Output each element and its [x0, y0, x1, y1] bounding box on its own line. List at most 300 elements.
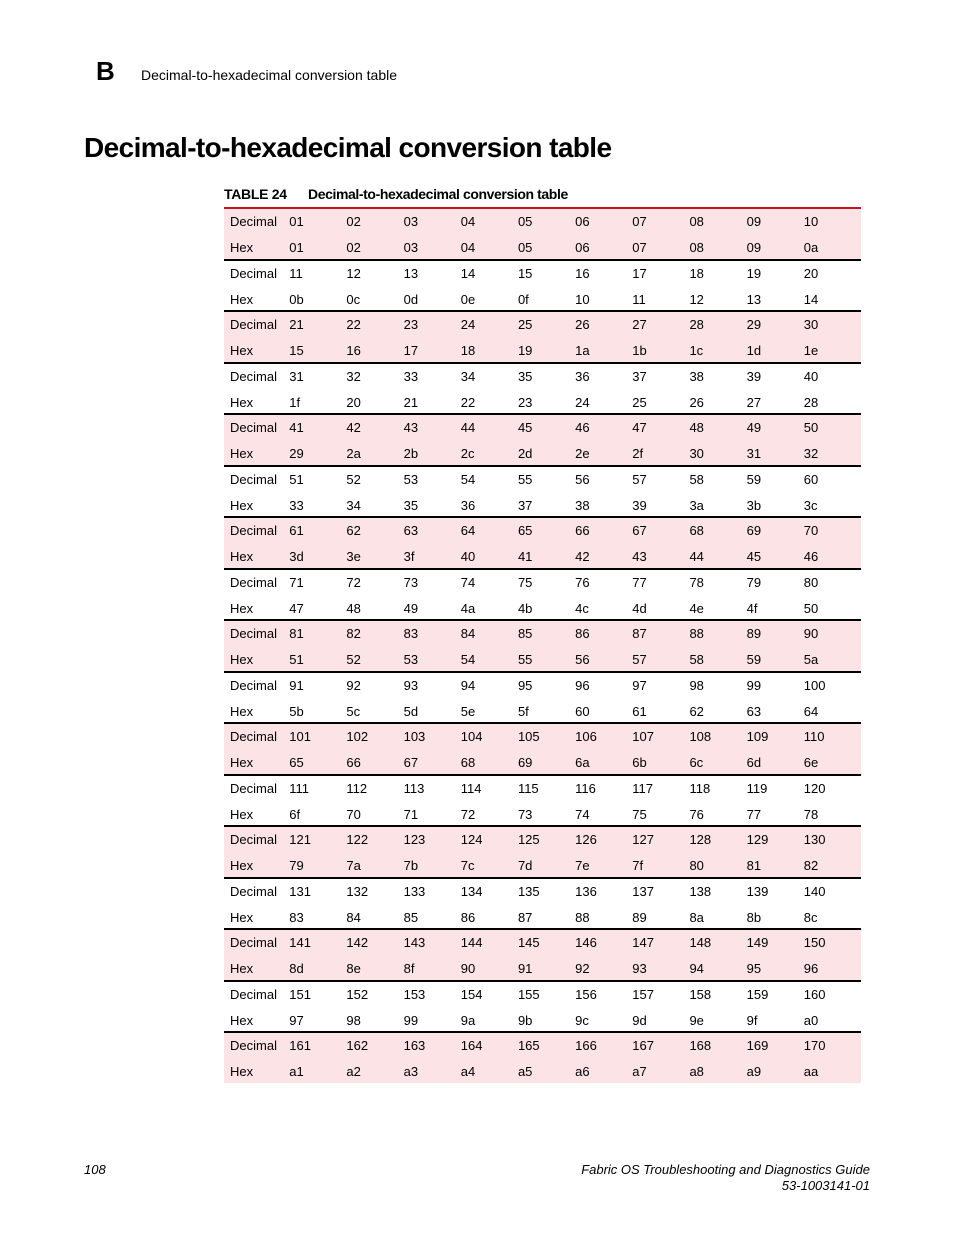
decimal-cell: 88	[689, 626, 704, 642]
decimal-cell: 78	[689, 574, 704, 590]
decimal-cell: 112	[346, 780, 368, 796]
table-group	[224, 570, 861, 622]
hex-cell: 8f	[403, 961, 415, 977]
hex-row	[224, 389, 861, 415]
hex-cell: 26	[689, 394, 704, 410]
decimal-row	[224, 1033, 861, 1059]
decimal-cell: 137	[632, 883, 654, 899]
decimal-cell: 47	[632, 420, 647, 436]
decimal-cell: 01	[289, 214, 304, 230]
hex-cell: 9b	[517, 1012, 533, 1028]
hex-cell: 68	[460, 755, 476, 771]
hex-cell: 45	[746, 549, 762, 565]
decimal-cell: 72	[346, 574, 361, 590]
decimal-cell: 128	[689, 832, 712, 848]
hex-cell: 2c	[460, 446, 475, 462]
row-label: Decimal	[230, 317, 277, 333]
decimal-cell: 38	[689, 368, 704, 384]
hex-cell: 44	[689, 549, 704, 565]
decimal-cell: 74	[460, 574, 476, 590]
decimal-cell: 10	[803, 214, 819, 230]
hex-cell: 57	[632, 652, 647, 668]
hex-cell: 93	[632, 961, 647, 977]
hex-cell: 7a	[346, 858, 361, 874]
decimal-cell: 149	[746, 935, 769, 951]
hex-cell: 51	[289, 652, 304, 668]
decimal-cell: 79	[746, 574, 762, 590]
decimal-cell: 12	[346, 265, 361, 281]
hex-cell: 71	[403, 806, 419, 822]
hex-cell: 5c	[346, 703, 361, 719]
hex-cell: 1b	[632, 343, 647, 359]
decimal-cell: 148	[689, 935, 712, 951]
hex-cell: 84	[346, 909, 361, 925]
row-label: Decimal	[230, 1038, 277, 1054]
decimal-cell: 17	[632, 265, 647, 281]
row-label: Decimal	[230, 471, 277, 487]
table-group	[224, 467, 861, 519]
hex-cell: 83	[289, 909, 304, 925]
hex-cell: a7	[632, 1064, 647, 1080]
hex-cell: 62	[689, 703, 704, 719]
hex-cell: 99	[403, 1012, 419, 1028]
hex-cell: 58	[689, 652, 704, 668]
footer-doc-number: 53-1003141-01	[781, 1178, 870, 1193]
hex-cell: 97	[289, 1012, 304, 1028]
decimal-cell: 124	[460, 832, 483, 848]
decimal-cell: 141	[289, 935, 311, 951]
decimal-cell: 103	[403, 729, 426, 745]
decimal-cell: 80	[803, 574, 819, 590]
row-label: Decimal	[230, 780, 277, 796]
decimal-cell: 56	[575, 471, 590, 487]
decimal-cell: 32	[346, 368, 361, 384]
row-label: Hex	[230, 291, 254, 307]
hex-cell: 42	[575, 549, 590, 565]
hex-row	[224, 801, 861, 827]
decimal-cell: 33	[403, 368, 419, 384]
row-label: Decimal	[230, 214, 277, 230]
hex-cell: 8a	[689, 909, 704, 925]
decimal-cell: 110	[803, 729, 825, 745]
hex-cell: 98	[346, 1012, 361, 1028]
decimal-cell: 163	[403, 1038, 426, 1054]
hex-cell: 1a	[575, 343, 590, 359]
hex-row	[224, 750, 861, 776]
hex-cell: 94	[689, 961, 704, 977]
hex-cell: a4	[460, 1064, 476, 1080]
row-label: Hex	[230, 343, 254, 359]
hex-cell: 90	[460, 961, 476, 977]
hex-cell: 64	[803, 703, 819, 719]
decimal-cell: 61	[289, 523, 304, 539]
hex-cell: 88	[575, 909, 590, 925]
decimal-cell: 28	[689, 317, 704, 333]
decimal-cell: 13	[403, 265, 419, 281]
decimal-cell: 109	[746, 729, 769, 745]
row-label: Decimal	[230, 677, 277, 693]
hex-cell: 16	[346, 343, 361, 359]
decimal-cell: 153	[403, 986, 426, 1002]
hex-cell: 2d	[517, 446, 533, 462]
hex-cell: 0e	[460, 291, 476, 307]
decimal-cell: 77	[632, 574, 647, 590]
decimal-cell: 122	[346, 832, 369, 848]
hex-cell: 8b	[746, 909, 762, 925]
decimal-cell: 62	[346, 523, 361, 539]
row-label: Decimal	[230, 574, 277, 590]
hex-cell: 82	[803, 858, 819, 874]
hex-cell: a8	[689, 1064, 704, 1080]
row-label: Hex	[230, 652, 254, 668]
decimal-row	[224, 261, 861, 287]
table-group	[224, 415, 861, 467]
decimal-cell: 117	[632, 780, 654, 796]
decimal-cell: 26	[575, 317, 590, 333]
hex-cell: 27	[746, 394, 762, 410]
hex-row	[224, 595, 861, 621]
hex-row	[224, 853, 861, 879]
hex-cell: a3	[403, 1064, 419, 1080]
hex-cell: 18	[460, 343, 476, 359]
hex-cell: 56	[575, 652, 590, 668]
hex-cell: 63	[746, 703, 762, 719]
decimal-cell: 169	[746, 1038, 769, 1054]
decimal-cell: 69	[746, 523, 762, 539]
decimal-cell: 35	[517, 368, 533, 384]
decimal-cell: 81	[289, 626, 304, 642]
decimal-row	[224, 518, 861, 544]
table-group	[224, 364, 861, 416]
hex-cell: 1c	[689, 343, 704, 359]
decimal-cell: 49	[746, 420, 762, 436]
hex-cell: 0c	[346, 291, 361, 307]
table-group	[224, 518, 861, 570]
hex-cell: 11	[632, 291, 646, 307]
hex-cell: 91	[517, 961, 533, 977]
hex-cell: 6b	[632, 755, 647, 771]
decimal-cell: 51	[289, 471, 304, 487]
decimal-cell: 07	[632, 214, 647, 230]
hex-cell: 6e	[803, 755, 819, 771]
hex-cell: 24	[575, 394, 590, 410]
hex-cell: 69	[517, 755, 533, 771]
decimal-cell: 156	[575, 986, 597, 1002]
table-group	[224, 930, 861, 982]
hex-cell: a0	[803, 1012, 819, 1028]
decimal-cell: 31	[289, 368, 304, 384]
hex-cell: 7d	[517, 858, 533, 874]
hex-cell: 4d	[632, 600, 647, 616]
hex-cell: 46	[803, 549, 819, 565]
decimal-cell: 119	[746, 780, 768, 796]
decimal-cell: 11	[289, 265, 303, 281]
decimal-cell: 127	[632, 832, 654, 848]
hex-cell: 34	[346, 497, 361, 513]
hex-cell: 22	[460, 394, 476, 410]
hex-cell: 12	[689, 291, 704, 307]
row-label: Decimal	[230, 832, 277, 848]
row-label: Hex	[230, 497, 254, 513]
hex-cell: 36	[460, 497, 476, 513]
decimal-cell: 92	[346, 677, 361, 693]
decimal-cell: 34	[460, 368, 476, 384]
hex-cell: 50	[803, 600, 819, 616]
row-label: Decimal	[230, 883, 277, 899]
hex-cell: 10	[575, 291, 590, 307]
decimal-cell: 23	[403, 317, 419, 333]
decimal-cell: 146	[575, 935, 597, 951]
decimal-cell: 20	[803, 265, 819, 281]
decimal-cell: 94	[460, 677, 476, 693]
hex-cell: 0b	[289, 291, 304, 307]
hex-cell: 15	[289, 343, 304, 359]
decimal-cell: 164	[460, 1038, 483, 1054]
row-label: Hex	[230, 703, 254, 719]
hex-cell: 87	[517, 909, 533, 925]
decimal-cell: 27	[632, 317, 647, 333]
decimal-cell: 100	[803, 677, 826, 693]
hex-cell: 55	[517, 652, 533, 668]
row-label: Hex	[230, 394, 254, 410]
decimal-cell: 67	[632, 523, 647, 539]
decimal-cell: 58	[689, 471, 704, 487]
hex-cell: 5b	[289, 703, 304, 719]
hex-cell: 35	[403, 497, 419, 513]
decimal-row	[224, 467, 861, 493]
hex-cell: 25	[632, 394, 647, 410]
decimal-cell: 84	[460, 626, 476, 642]
hex-cell: 13	[746, 291, 762, 307]
hex-cell: a1	[289, 1064, 304, 1080]
hex-row	[224, 544, 861, 570]
hex-cell: 49	[403, 600, 419, 616]
decimal-cell: 71	[289, 574, 304, 590]
decimal-cell: 165	[517, 1038, 540, 1054]
decimal-cell: 04	[460, 214, 476, 230]
hex-cell: 4e	[689, 600, 704, 616]
decimal-cell: 123	[403, 832, 426, 848]
hex-cell: 5d	[403, 703, 419, 719]
decimal-cell: 166	[575, 1038, 597, 1054]
hex-cell: 30	[689, 446, 704, 462]
row-label: Hex	[230, 240, 254, 256]
decimal-cell: 86	[575, 626, 590, 642]
decimal-cell: 111	[289, 780, 310, 796]
decimal-cell: 118	[689, 780, 711, 796]
table-caption-text: Decimal-to-hexadecimal conversion table	[308, 186, 568, 202]
decimal-row	[224, 827, 861, 853]
row-label: Hex	[230, 858, 254, 874]
table-caption	[224, 185, 568, 203]
decimal-cell: 147	[632, 935, 654, 951]
decimal-cell: 155	[517, 986, 540, 1002]
hex-cell: 19	[517, 343, 533, 359]
decimal-cell: 134	[460, 883, 483, 899]
row-label: Hex	[230, 1064, 254, 1080]
decimal-cell: 139	[746, 883, 769, 899]
hex-cell: 5a	[803, 652, 819, 668]
hex-cell: 5f	[517, 703, 529, 719]
hex-cell: 92	[575, 961, 590, 977]
hex-cell: 0d	[403, 291, 419, 307]
hex-cell: 39	[632, 497, 647, 513]
decimal-cell: 48	[689, 420, 704, 436]
hex-cell: 72	[460, 806, 476, 822]
hex-cell: 29	[289, 446, 304, 462]
hex-cell: 6a	[575, 755, 590, 771]
decimal-cell: 66	[575, 523, 590, 539]
decimal-cell: 133	[403, 883, 426, 899]
decimal-cell: 42	[346, 420, 361, 436]
hex-cell: 4c	[575, 600, 589, 616]
decimal-cell: 90	[803, 626, 819, 642]
decimal-cell: 22	[346, 317, 361, 333]
hex-cell: 09	[746, 240, 762, 256]
hex-cell: 14	[803, 291, 819, 307]
hex-row	[224, 441, 861, 467]
table-group	[224, 673, 861, 725]
hex-cell: 2b	[403, 446, 419, 462]
hex-cell: 28	[803, 394, 819, 410]
hex-cell: 31	[746, 446, 762, 462]
hex-cell: 41	[517, 549, 533, 565]
row-label: Hex	[230, 549, 254, 565]
hex-cell: 3d	[289, 549, 304, 565]
decimal-row	[224, 209, 861, 235]
decimal-row	[224, 982, 861, 1008]
hex-cell: 4f	[746, 600, 758, 616]
decimal-cell: 60	[803, 471, 819, 487]
decimal-cell: 16	[575, 265, 590, 281]
hex-cell: 6c	[689, 755, 704, 771]
hex-cell: 21	[403, 394, 419, 410]
hex-cell: 6f	[289, 806, 301, 822]
decimal-cell: 120	[803, 780, 826, 796]
hex-cell: 95	[746, 961, 762, 977]
hex-cell: 80	[689, 858, 704, 874]
decimal-cell: 102	[346, 729, 369, 745]
hex-cell: 3a	[689, 497, 704, 513]
hex-cell: 60	[575, 703, 590, 719]
decimal-cell: 54	[460, 471, 476, 487]
decimal-cell: 104	[460, 729, 483, 745]
decimal-cell: 160	[803, 986, 826, 1002]
hex-cell: 02	[346, 240, 361, 256]
row-label: Decimal	[230, 986, 277, 1002]
hex-cell: 43	[632, 549, 647, 565]
page-number: 108	[84, 1162, 106, 1177]
decimal-cell: 135	[517, 883, 540, 899]
decimal-cell: 144	[460, 935, 483, 951]
table-group	[224, 261, 861, 313]
decimal-row	[224, 415, 861, 441]
hex-row	[224, 956, 861, 982]
hex-cell: 65	[289, 755, 304, 771]
decimal-cell: 73	[403, 574, 419, 590]
decimal-cell: 18	[689, 265, 704, 281]
decimal-cell: 30	[803, 317, 819, 333]
decimal-cell: 143	[403, 935, 426, 951]
decimal-row	[224, 312, 861, 338]
decimal-cell: 09	[746, 214, 762, 230]
hex-cell: 1d	[746, 343, 762, 359]
hex-cell: 59	[746, 652, 762, 668]
decimal-row	[224, 776, 861, 802]
hex-cell: 38	[575, 497, 590, 513]
decimal-cell: 46	[575, 420, 590, 436]
row-label: Decimal	[230, 368, 277, 384]
hex-cell: 9c	[575, 1012, 589, 1028]
table-group	[224, 621, 861, 673]
table-group	[224, 312, 861, 364]
decimal-cell: 95	[517, 677, 533, 693]
hex-cell: 8c	[803, 909, 818, 925]
hex-cell: 9f	[746, 1012, 758, 1028]
decimal-cell: 130	[803, 832, 826, 848]
hex-cell: 07	[632, 240, 647, 256]
decimal-row	[224, 570, 861, 596]
table-caption-label: TABLE 24	[224, 186, 287, 202]
decimal-cell: 03	[403, 214, 419, 230]
decimal-cell: 151	[289, 986, 311, 1002]
hex-cell: 70	[346, 806, 361, 822]
footer-doc-info	[581, 1162, 870, 1194]
hex-row	[224, 286, 861, 312]
decimal-cell: 161	[289, 1038, 311, 1054]
decimal-cell: 107	[632, 729, 654, 745]
hex-cell: 96	[803, 961, 819, 977]
hex-cell: 06	[575, 240, 590, 256]
decimal-cell: 106	[575, 729, 597, 745]
chapter-letter: B	[96, 56, 115, 86]
hex-cell: 5e	[460, 703, 476, 719]
decimal-cell: 158	[689, 986, 712, 1002]
decimal-cell: 82	[346, 626, 361, 642]
decimal-cell: 168	[689, 1038, 712, 1054]
decimal-cell: 05	[517, 214, 533, 230]
hex-cell: 9a	[460, 1012, 476, 1028]
hex-cell: 2e	[575, 446, 590, 462]
hex-cell: a5	[517, 1064, 533, 1080]
decimal-cell: 59	[746, 471, 762, 487]
hex-cell: 86	[460, 909, 476, 925]
decimal-cell: 06	[575, 214, 590, 230]
hex-cell: 52	[346, 652, 361, 668]
decimal-cell: 116	[575, 780, 596, 796]
decimal-cell: 70	[803, 523, 819, 539]
hex-cell: 67	[403, 755, 419, 771]
hex-cell: 1f	[289, 394, 301, 410]
row-label: Decimal	[230, 729, 277, 745]
hex-cell: 32	[803, 446, 819, 462]
row-label: Hex	[230, 600, 254, 616]
decimal-cell: 113	[403, 780, 425, 796]
decimal-cell: 25	[517, 317, 533, 333]
decimal-cell: 115	[517, 780, 539, 796]
hex-cell: 76	[689, 806, 704, 822]
hex-cell: 73	[517, 806, 533, 822]
row-label: Decimal	[230, 420, 277, 436]
hex-row	[224, 698, 861, 724]
decimal-cell: 36	[575, 368, 590, 384]
decimal-cell: 121	[289, 832, 311, 848]
decimal-cell: 138	[689, 883, 712, 899]
decimal-cell: 129	[746, 832, 769, 848]
decimal-cell: 85	[517, 626, 533, 642]
running-head: Decimal-to-hexadecimal conversion table	[141, 67, 398, 83]
decimal-cell: 162	[346, 1038, 369, 1054]
